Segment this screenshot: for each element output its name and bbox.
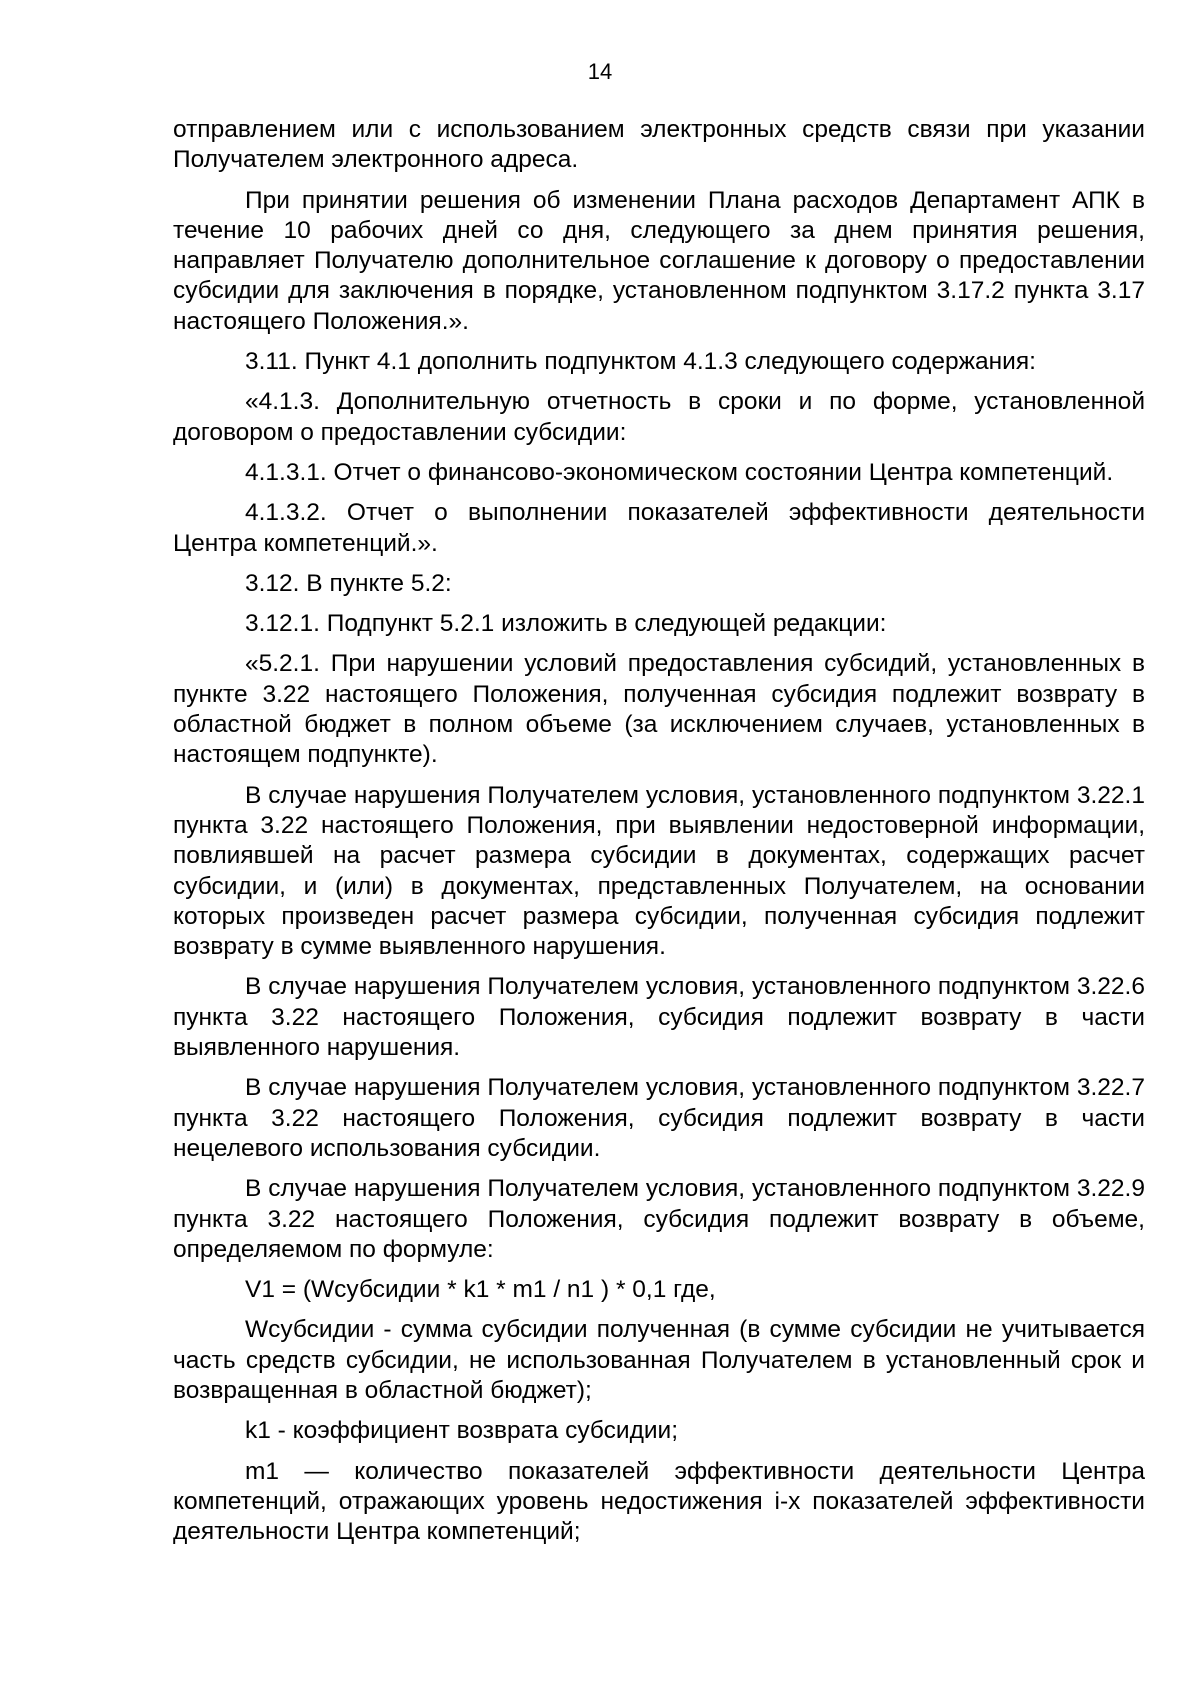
formula: V1 = (Wсубсидии * k1 * m1 / n1 ) * 0,1 где, — [245, 1276, 716, 1304]
paragraph-3-12: 3.12. В пункте 5.2: — [245, 569, 452, 597]
paragraph-3-12-1: 3.12.1. Подпункт 5.2.1 изложить в следующей редакции: — [245, 610, 887, 638]
definition-m1: m1 — количество показателей эффективности деятельности Центра компетенций, отражающих уровень недостижения i-х показателей эффективности деятельности Центра компетенций; — [173, 1457, 1145, 1546]
paragraph-3-11: 3.11. Пункт 4.1 дополнить подпунктом 4.1.3 следующего содержания: — [245, 348, 1036, 376]
definition-k1: k1 - коэффициент возврата субсидии; — [245, 1417, 679, 1445]
paragraph-plan-change: При принятии решения об изменении Плана расходов Департамент АПК в течение 10 рабочих дней со дня, следующего за днем принятия решения, направляет Получателю дополнительное соглашение к договору о предоставлении субсидии для заключения в порядке, установленном подпунктом 3.17.2 пункта 3.17 настоящего Положения.». — [173, 186, 1145, 335]
page-number: 14 — [587, 59, 613, 84]
paragraph-violation-3-22-7: В случае нарушения Получателем условия, установленного подпунктом 3.22.7 пункта 3.22 настоящего Положения, субсидия подлежит возврату в части нецелевого использования субсидии. — [173, 1074, 1145, 1162]
document-body — [173, 115, 1145, 1557]
paragraph-4-1-3-1: 4.1.3.1. Отчет о финансово-экономическом состоянии Центра компетенций. — [245, 458, 1114, 486]
paragraph-4-1-3: «4.1.3. Дополнительную отчетность в сроки и по форме, установленной договором о предоставлении субсидии: — [173, 388, 1145, 446]
paragraph-continuation: отправлением или с использованием электронных средств связи при указании Получателем электронного адреса. — [173, 116, 1145, 174]
paragraph-violation-3-22-6: В случае нарушения Получателем условия, установленного подпунктом 3.22.6 пункта 3.22 настоящего Положения, субсидия подлежит возврату в части выявленного нарушения. — [173, 973, 1145, 1062]
paragraph-4-1-3-2: 4.1.3.2. Отчет о выполнении показателей эффективности деятельности Центра компетенций.». — [173, 499, 1145, 557]
paragraph-violation-3-22-1: В случае нарушения Получателем условия, установленного подпунктом 3.22.1 пункта 3.22 настоящего Положения, при выявлении недостоверной информации, повлиявшей на расчет размера субсидии в документах, содержащих расчет субсидии, и (или) в документах, представленных Получателем, на основании которых произведен расчет размера субсидии, полученная субсидия подлежит возврату в сумме выявленного нарушения. — [173, 781, 1145, 961]
definition-w-subsidy: Wсубсидии - сумма субсидии полученная (в сумме субсидии не учитывается часть средств субсидии, не использованная Получателем в установленный срок и возвращенная в областной бюджет); — [173, 1316, 1145, 1404]
paragraph-5-2-1: «5.2.1. При нарушении условий предоставления субсидий, установленных в пункте 3.22 настоящего Положения, полученная субсидия подлежит возврату в областной бюджет в полном объеме (за исключением случаев, установленных в настоящем подпункте). — [173, 650, 1145, 769]
paragraph-violation-3-22-9: В случае нарушения Получателем условия, установленного подпунктом 3.22.9 пункта 3.22 настоящего Положения, субсидия подлежит возврату в объеме, определяемом по формуле: — [173, 1175, 1145, 1263]
